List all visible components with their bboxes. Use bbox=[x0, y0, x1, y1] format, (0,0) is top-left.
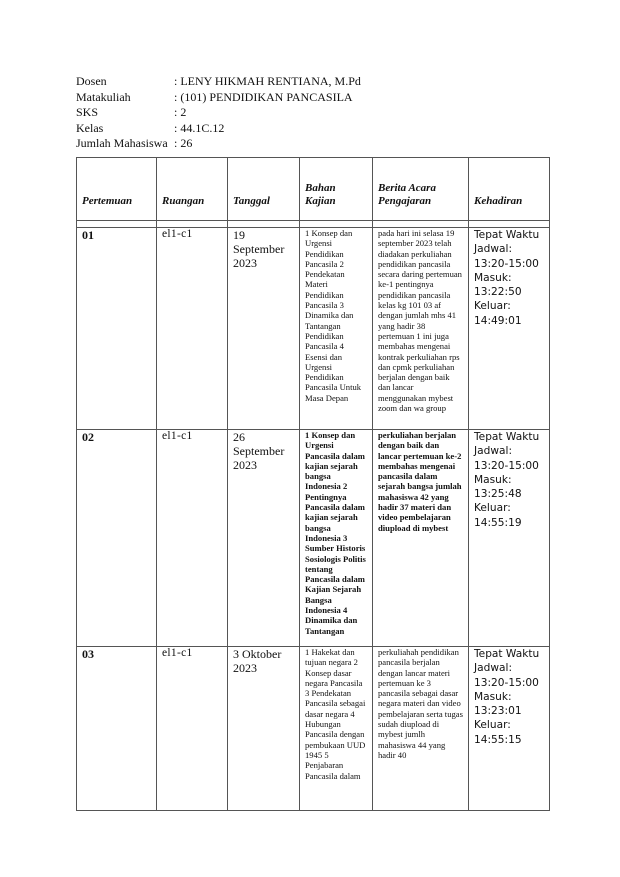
cell-ruangan: el1-c1 bbox=[157, 228, 228, 430]
header-pertemuan: Pertemuan bbox=[77, 158, 157, 221]
cell-kehadiran: Tepat Waktu Jadwal: 13:20-15:00 Masuk: 13:25:48 Keluar: 14:55:19 bbox=[469, 430, 550, 647]
cell-berita-acara: perkuliahah pendidikan pancasila berjalan dengan lancar materi pertemuan ke 3 pancasila sebagai dasar negara materi dan video pembelajaran serta tugas sudah diupload di mybest jumlh mahasiswa 44 yang hadir 40 bbox=[373, 647, 469, 811]
cell-kehadiran: Tepat Waktu Jadwal: 13:20-15:00 Masuk: 13:23:01 Keluar: 14:55:15 bbox=[469, 647, 550, 811]
info-label: SKS bbox=[76, 105, 99, 119]
cell-pertemuan: 01 bbox=[77, 228, 157, 430]
info-label: Kelas bbox=[76, 120, 104, 135]
info-row-dosen bbox=[76, 74, 361, 90]
header-kehadiran: Kehadiran bbox=[469, 158, 550, 221]
info-row-kelas bbox=[76, 121, 361, 137]
cell-ruangan: el1-c1 bbox=[157, 430, 228, 647]
cell-berita-acara: pada hari ini selasa 19 september 2023 telah diadakan perkuliahan pendidikan pancasila secara daring pertemuan ke-1 pentingnya pendidikan pancasila kelas kg 101 03 af dengan jumlah mhs 41 yang hadir 38 pertemuan 1 ini juga membahas mengenai kontrak perkuliahan rps dan cpmk perkuliahan berjalan dengan baik dan lancar menggunakan mybest zoom dan wa group bbox=[373, 228, 469, 430]
cell-tanggal: 3 Oktober 2023 bbox=[228, 647, 300, 811]
cell-tanggal: 26 September 2023 bbox=[228, 430, 300, 647]
table-row bbox=[77, 430, 550, 647]
info-value: : (101) PENDIDIKAN PANCASILA bbox=[174, 89, 353, 104]
cell-pertemuan: 03 bbox=[77, 647, 157, 811]
header-berita-acara: Berita Acara Pengajaran bbox=[373, 158, 469, 221]
cell-tanggal: 19 September 2023 bbox=[228, 228, 300, 430]
table-spacer bbox=[77, 221, 550, 228]
info-row-jumlah-mahasiswa bbox=[76, 136, 361, 152]
cell-berita-acara: perkuliahan berjalan dengan baik dan lancar pertemuan ke-2 membahas mengenai pancasila dalam sejarah bangsa jumlah mahasiswa 42 yang hadir 37 materi dan video pembelajaran diupload di mybest bbox=[373, 430, 469, 647]
cell-ruangan: el1-c1 bbox=[157, 647, 228, 811]
table-row bbox=[77, 228, 550, 430]
cell-bahan-kajian: 1 Konsep dan Urgensi Pendidikan Pancasila 2 Pendekatan Materi Pendidikan Pancasila 3 Dinamika dan Tantangan Pendidikan Pancasila 4 Esensi dan Urgensi Pendidikan Pancasila Untuk Masa Depan bbox=[300, 228, 373, 430]
info-row-matakuliah bbox=[76, 90, 361, 106]
info-value: : LENY HIKMAH RENTIANA, M.Pd bbox=[174, 74, 361, 88]
info-value: : 2 bbox=[174, 105, 187, 119]
table-row bbox=[77, 647, 550, 811]
info-label: Jumlah Mahasiswa bbox=[76, 136, 168, 150]
info-value: : 44.1C.12 bbox=[174, 120, 225, 135]
attendance-table bbox=[76, 157, 550, 811]
table-header-row bbox=[77, 158, 550, 221]
header-bahan-kajian: Bahan Kajian bbox=[300, 158, 373, 221]
header-ruangan: Ruangan bbox=[157, 158, 228, 221]
info-row-sks bbox=[76, 105, 361, 121]
header-tanggal: Tanggal bbox=[228, 158, 300, 221]
cell-bahan-kajian: 1 Hakekat dan tujuan negara 2 Konsep dasar negara Pancasila 3 Pendekatan Pancasila sebagai dasar negara 4 Hubungan Pancasila dengan pembukaan UUD 1945 5 Penjabaran Pancasila dalam bbox=[300, 647, 373, 811]
cell-bahan-kajian: 1 Konsep dan Urgensi Pancasila dalam kajian sejarah bangsa Indonesia 2 Pentingnya Pancasila dalam kajian sejarah bangsa Indonesia 3 Sumber Historis Sosiologis Politis tentang Pancasila dalam Kajian Sejarah Bangsa Indonesia 4 Dinamika dan Tantangan bbox=[300, 430, 373, 647]
info-label: Matakuliah bbox=[76, 89, 131, 104]
info-value: : 26 bbox=[174, 136, 193, 150]
course-info bbox=[76, 74, 361, 152]
cell-pertemuan: 02 bbox=[77, 430, 157, 647]
cell-kehadiran: Tepat Waktu Jadwal: 13:20-15:00 Masuk: 13:22:50 Keluar: 14:49:01 bbox=[469, 228, 550, 430]
info-label: Dosen bbox=[76, 74, 107, 88]
